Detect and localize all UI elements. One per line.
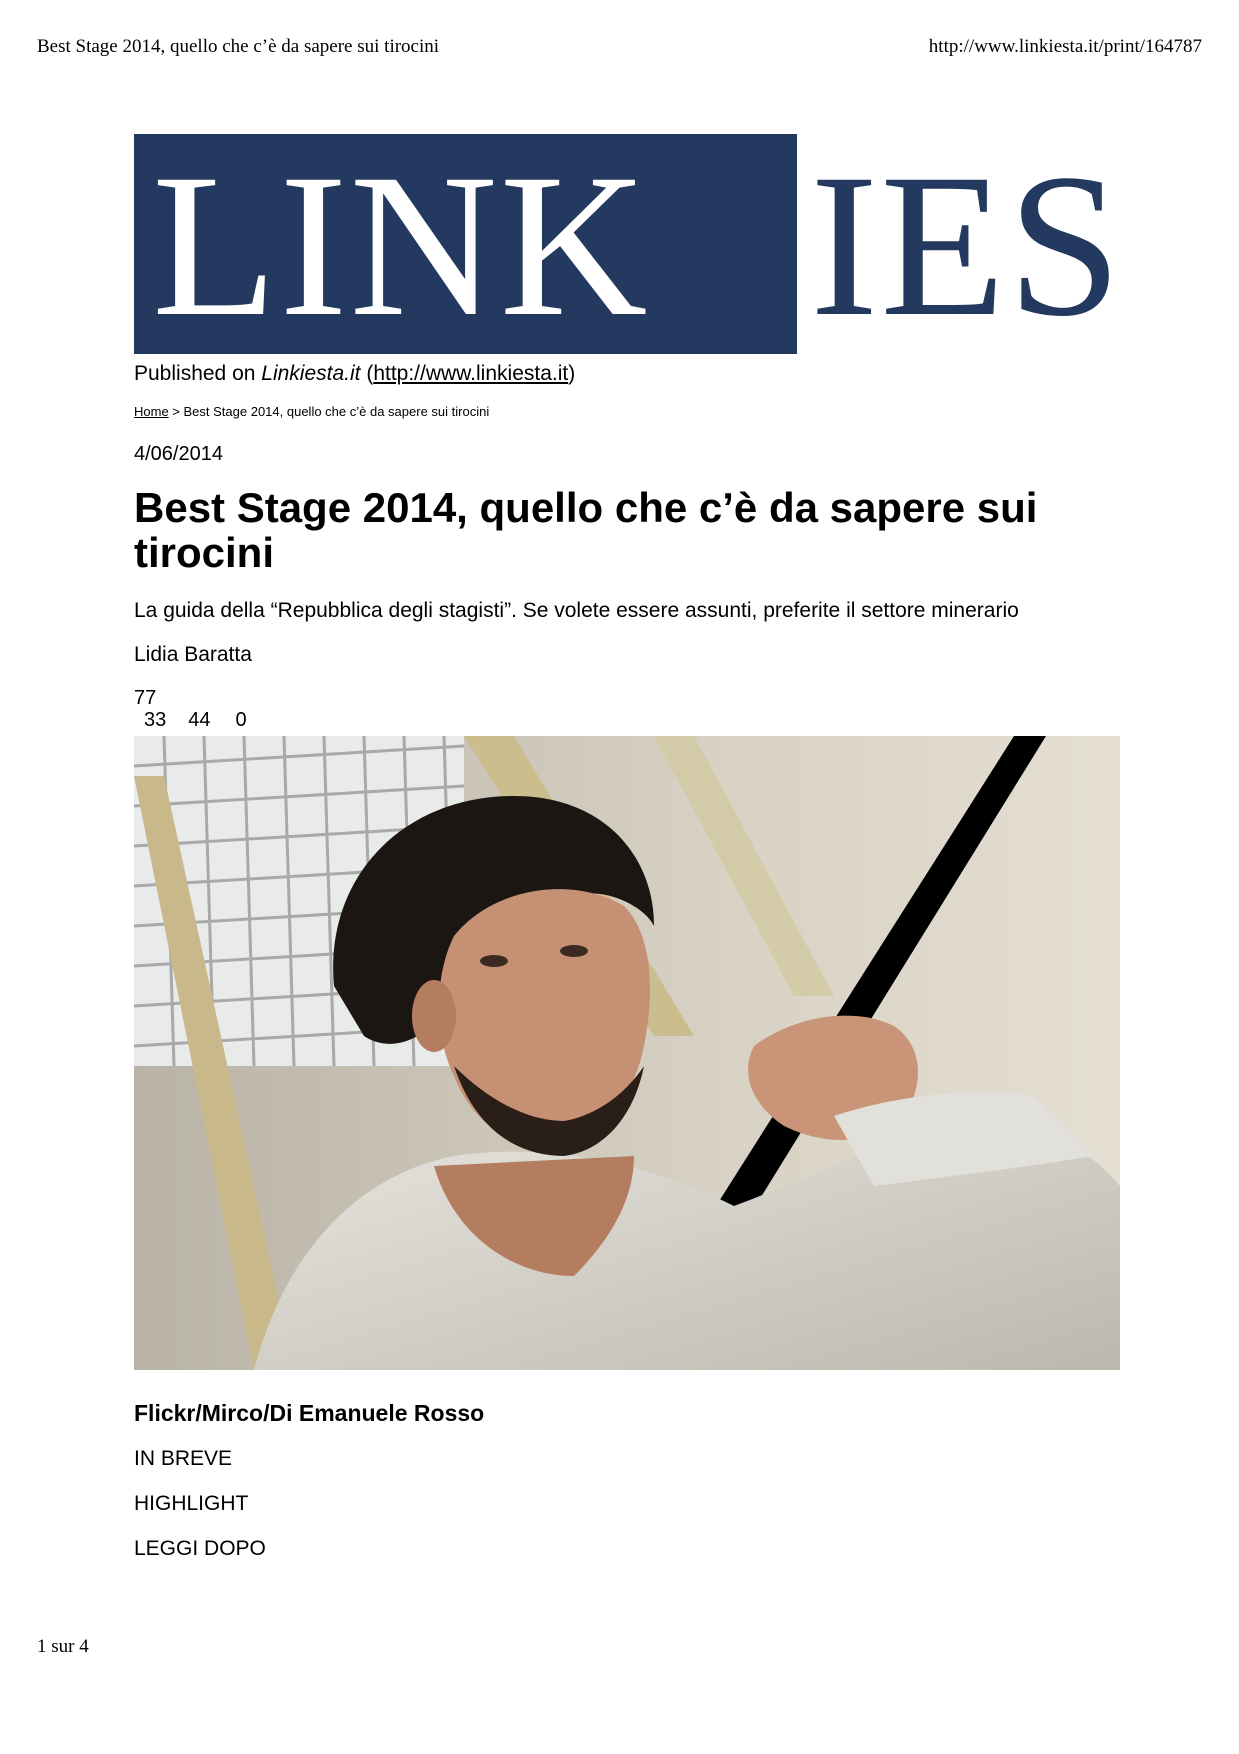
logo-rest-text: IES bbox=[810, 134, 1124, 354]
site-link[interactable]: http://www.linkiesta.it bbox=[373, 362, 569, 385]
print-header-url: http://www.linkiesta.it/print/164787 bbox=[928, 36, 1202, 57]
image-credit: Flickr/Mirco/Di Emanuele Rosso bbox=[134, 1400, 485, 1426]
article-date: 4/06/2014 bbox=[134, 443, 223, 465]
breadcrumb-current: Best Stage 2014, quello che c’è da sapere sui tirocini bbox=[183, 404, 490, 419]
leggi-dopo-button[interactable]: LEGGI DOPO bbox=[134, 1537, 266, 1560]
highlight-button[interactable]: HIGHLIGHT bbox=[134, 1492, 249, 1515]
share-counts bbox=[134, 687, 1129, 731]
logo-box bbox=[134, 134, 797, 354]
article-photo bbox=[134, 736, 1120, 1370]
published-close-paren: ) bbox=[568, 362, 576, 385]
breadcrumb-separator: > bbox=[168, 404, 184, 419]
share-count-b: 44 bbox=[188, 709, 211, 731]
article-subtitle: La guida della “Repubblica degli stagisti”. Se volete essere assunti, preferite il settore minerario bbox=[134, 599, 1019, 622]
published-prefix: Published on bbox=[134, 362, 262, 385]
breadcrumb bbox=[134, 404, 1129, 420]
published-on-line bbox=[134, 360, 1129, 388]
share-count-total: 77 bbox=[134, 687, 157, 709]
article-photo-illustration bbox=[134, 736, 1120, 1370]
logo-box-text: LINK bbox=[152, 134, 650, 354]
breadcrumb-home-link[interactable]: Home bbox=[134, 404, 169, 419]
linkiesta-logo[interactable] bbox=[134, 134, 1129, 354]
share-count-c: 0 bbox=[235, 709, 247, 731]
share-count-a: 33 bbox=[144, 709, 167, 731]
published-site-name: Linkiesta.it bbox=[261, 362, 361, 385]
in-breve-button[interactable]: IN BREVE bbox=[134, 1447, 233, 1470]
page-counter: 1 sur 4 bbox=[37, 1636, 89, 1657]
article-page bbox=[134, 134, 1129, 1563]
published-open-paren: ( bbox=[360, 362, 374, 385]
share-count-row bbox=[134, 709, 1129, 731]
article-title: Best Stage 2014, quello che c’è da sapere sui tirocini bbox=[134, 484, 1038, 576]
print-header-title: Best Stage 2014, quello che c’è da sapere sui tirocini bbox=[37, 36, 440, 57]
article-author: Lidia Baratta bbox=[134, 643, 252, 666]
